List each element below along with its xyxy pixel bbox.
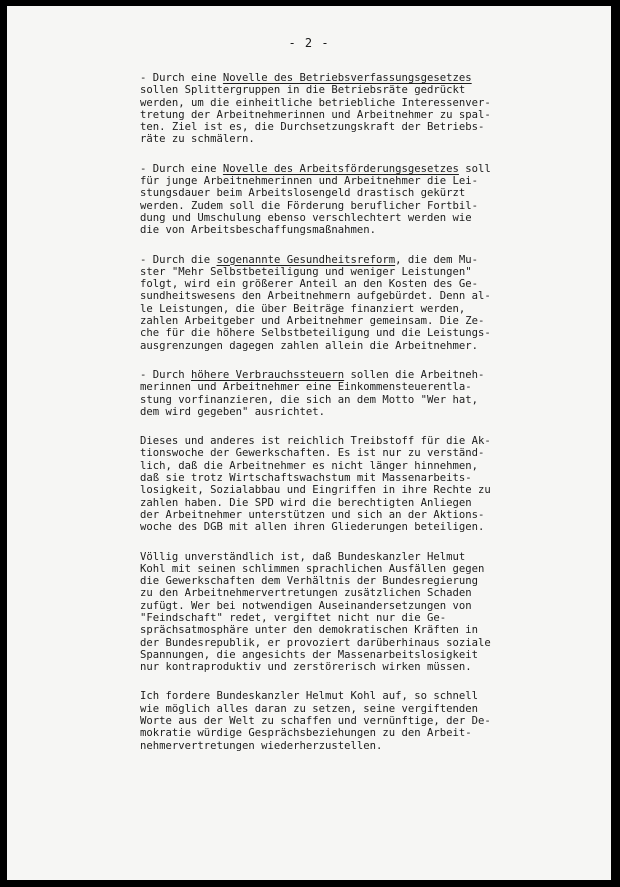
line-text: stung vorfinanzieren, die sich an dem Motto "Wer hat, (140, 393, 479, 406)
line-text: - Durch die (140, 253, 217, 266)
text-line (140, 340, 592, 352)
line-text: "Feindschaft" redet, vergiftet nicht nur die Ge- (140, 611, 447, 624)
text-line (140, 649, 592, 661)
line-text: le Leistungen, die über Beiträge finanziert werden, (140, 302, 466, 315)
text-line (140, 740, 592, 752)
text-line (140, 109, 592, 121)
line-text: nehmervertretungen wiederherzustellen. (140, 739, 383, 752)
paragraph (140, 72, 592, 146)
line-text: sollen die Arbeitneh- (344, 368, 485, 381)
underlined-phrase: sogenannte Gesundheitsreform (216, 253, 396, 266)
line-text: die Gewerkschaften dem Verhältnis der Bundesregierung (140, 575, 479, 588)
text-line (140, 484, 592, 496)
line-text: räte zu schmälern. (140, 133, 255, 146)
paragraph (140, 551, 592, 674)
line-text: dung und Umschulung ebenso verschlechtert werden wie (140, 211, 472, 224)
underlined-phrase: Novelle des Arbeitsförderungsgesetzes (222, 162, 459, 175)
paragraph (140, 254, 592, 352)
text-line (140, 575, 592, 587)
line-text: Worte aus der Welt zu schaffen und vernünftige, der De- (140, 715, 491, 728)
text-line (140, 715, 592, 727)
line-text: - Durch eine (140, 162, 223, 175)
text-line (140, 690, 592, 702)
line-text: ten. Ziel ist es, die Durchsetzungskraft der Betriebs- (140, 121, 485, 134)
text-line (140, 381, 592, 393)
line-text: Völlig unverständlich ist, daß Bundeskanzler Helmut (140, 550, 466, 563)
text-line (140, 447, 592, 459)
text-line (140, 521, 592, 533)
line-text: soll (458, 162, 491, 175)
line-text: sprächsatmosphäre unter den demokratischen Kräften in (140, 624, 479, 637)
text-line (140, 435, 592, 447)
line-text: Kohl mit seinen schlimmen sprachlichen Ausfällen gegen (140, 562, 485, 575)
paragraph (140, 435, 592, 533)
line-text: mokratie würdige Gesprächsbeziehungen zu den Arbeit- (140, 727, 472, 740)
line-text: lich, daß die Arbeitnehmer es nicht länger hinnehmen, (140, 459, 479, 472)
line-text: sollen Splittergruppen in die Betriebsräte gedrückt (140, 84, 466, 97)
text-line (140, 406, 592, 418)
line-text: losigkeit, Sozialabbau und Eingriffen in ihre Rechte zu (140, 484, 491, 497)
text-line (140, 254, 592, 266)
line-text: che für die höhere Selbstbeteiligung und die Leistungs- (140, 327, 491, 340)
text-line (140, 175, 592, 187)
line-text: Dieses und anderes ist reichlich Treibstoff für die Ak- (140, 435, 491, 448)
text-line (140, 551, 592, 563)
line-text: wie möglich alles daran zu setzen, seine vergiftenden (140, 702, 479, 715)
line-text: der Arbeitnehmer unterstützen und sich an der Aktions- (140, 508, 485, 521)
line-text: - Durch eine (140, 72, 223, 84)
text-line (140, 587, 592, 599)
text-line (140, 727, 592, 739)
line-text: Ich fordere Bundeskanzler Helmut Kohl auf, so schnell (140, 690, 479, 703)
line-text: sundheitswesens den Arbeitnehmern aufgebürdet. Denn al- (140, 290, 491, 303)
text-line (140, 121, 592, 133)
line-text: zahlen haben. Die SPD wird die berechtigten Anliegen (140, 496, 472, 509)
text-line (140, 661, 592, 673)
text-line (140, 497, 592, 509)
line-text: Spannungen, die angesichts der Massenarbeitslosigkeit (140, 648, 479, 661)
line-text: merinnen und Arbeitnehmer eine Einkommensteuerentla- (140, 381, 472, 394)
line-text: zufügt. Wer bei notwendigen Auseinandersetzungen von (140, 599, 472, 612)
text-line (140, 278, 592, 290)
text-line (140, 600, 592, 612)
line-text: nur kontraproduktiv und zerstörerisch wirken müssen. (140, 661, 472, 674)
text-line (140, 327, 592, 339)
line-text: ster "Mehr Selbstbeteiligung und weniger Leistungen" (140, 265, 472, 278)
line-text: woche des DGB mit allen ihren Gliederungen beteiligen. (140, 521, 485, 534)
paragraph (140, 690, 592, 751)
paragraph (140, 369, 592, 418)
document-body (140, 72, 592, 769)
line-text: tretung der Arbeitnehmerinnen und Arbeitnehmer zu spal- (140, 108, 491, 121)
text-line (140, 133, 592, 145)
text-line (140, 290, 592, 302)
text-line (140, 509, 592, 521)
text-line (140, 315, 592, 327)
line-text: der Bundesrepublik, er provoziert darüberhinaus soziale (140, 636, 491, 649)
text-line (140, 97, 592, 109)
text-line (140, 200, 592, 212)
page-number: - 2 - (288, 36, 330, 50)
line-text: werden. Zudem soll die Förderung beruflicher Fortbil- (140, 199, 479, 212)
underlined-phrase: Novelle des Betriebsverfassungsgesetzes (222, 72, 472, 84)
text-line (140, 637, 592, 649)
line-text: stungsdauer beim Arbeitslosengeld drastisch gekürzt (140, 187, 466, 200)
line-text: , die dem Mu- (395, 253, 479, 266)
text-line (140, 72, 592, 84)
text-line (140, 563, 592, 575)
line-text: dem wird gegeben" ausrichtet. (140, 405, 325, 418)
text-line (140, 187, 592, 199)
document-page (7, 6, 611, 880)
text-line (140, 624, 592, 636)
text-line (140, 703, 592, 715)
text-line (140, 472, 592, 484)
line-text: die von Arbeitsbeschaffungsmaßnahmen. (140, 224, 376, 237)
underlined-phrase: höhere Verbrauchssteuern (191, 368, 345, 381)
text-line (140, 612, 592, 624)
paragraph (140, 163, 592, 237)
text-line (140, 303, 592, 315)
line-text: - Durch (140, 368, 192, 381)
text-line (140, 460, 592, 472)
line-text: werden, um die einheitliche betriebliche Interessenver- (140, 96, 491, 109)
line-text: für junge Arbeitnehmerinnen und Arbeitnehmer die Lei- (140, 175, 479, 188)
line-text: ausgrenzungen dagegen zahlen allein die Arbeitnehmer. (140, 339, 479, 352)
text-line (140, 369, 592, 381)
line-text: zahlen Arbeitgeber und Arbeitnehmer gemeinsam. Die Ze- (140, 315, 485, 328)
text-line (140, 394, 592, 406)
text-line (140, 163, 592, 175)
line-text: zu den Arbeitnehmervertretungen zusätzlichen Schaden (140, 587, 472, 600)
text-line (140, 266, 592, 278)
line-text: folgt, wird ein größerer Anteil an den Kosten des Ge- (140, 278, 479, 291)
text-line (140, 212, 592, 224)
line-text: tionswoche der Gewerkschaften. Es ist nur zu verständ- (140, 447, 485, 460)
line-text: daß sie trotz Wirtschaftswachstum mit Massenarbeits- (140, 472, 472, 485)
text-line (140, 84, 592, 96)
text-line (140, 224, 592, 236)
